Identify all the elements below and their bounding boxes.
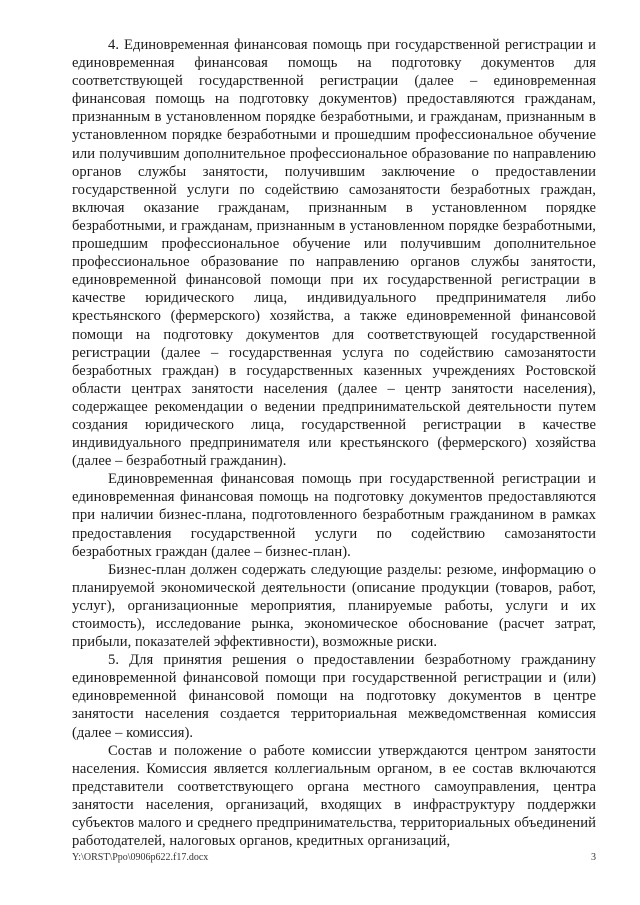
paragraph-commission-composition: Состав и положение о работе комиссии утверждаются центром занятости населения. Комиссия является коллегиальным органом, в ее состав включаются представители соответствующего органа местного самоуправления, центра занятости населения, организаций, входящих в инфраструктуру поддержки субъектов малого и среднего предпринимательства, территориальных объединений работодателей, налоговых органов, кредитных организаций, [72, 742, 596, 850]
footer-file-path: Y:\ORST\Ppo\0906p622.f17.docx [72, 852, 209, 863]
paragraph-business-plan-sections: Бизнес-план должен содержать следующие разделы: резюме, информацию о планируемой экономической деятельности (описание продукции (товаров, работ, услуг), организационные мероприятия, планируемые работы, услуги и их стоимость), исследование рынка, экономическое обоснование (расчет затрат, прибыли, показателей эффективности), возможные риски. [72, 561, 596, 651]
document-body [72, 36, 596, 850]
paragraph-item-5: 5. Для принятия решения о предоставлении безработному гражданину единовременной финансовой помощи при государственной регистрации и (или) единовременной финансовой помощи на подготовку документов в центре занятости населения создается территориальная межведомственная комиссия (далее – комиссия). [72, 652, 596, 741]
page-footer [72, 852, 596, 866]
footer-page-number: 3 [591, 852, 596, 863]
paragraph-business-plan-requirement: Единовременная финансовая помощь при государственной регистрации и единовременная финансовая помощь на подготовку документов предоставляются при наличии бизнес-плана, подготовленного безработным гражданином в рамках предоставления государственной услуги по содействию самозанятости безработных граждан (далее – бизнес-план). [72, 471, 596, 560]
paragraph-item-4: 4. Единовременная финансовая помощь при государственной регистрации и единовременная финансовая помощь на подготовку документов для соответствующей государственной регистрации (далее – единовременная финансовая помощь на подготовку документов) предоставляются гражданам, признанным в установленном порядке безработными, и гражданам, признанным в установленном порядке безработными и прошедшим профессиональное обучение или получившим дополнительное профессиональное образование по направлению органов службы занятости, получившим заключение о предоставлении государственной услуги по содействию самозанятости безработных граждан, включая оказание гражданам, признанным в установленном порядке безработными, и гражданам, признанным в установленном порядке безработными, прошедшим профессиональное обучение или получившим дополнительное профессиональное образование по направлению органов службы занятости, единовременной финансовой помощи при их государственной регистрации в качестве юридического лица, индивидуального предпринимателя либо крестьянского (фермерского) хозяйства, а также единовременной финансовой помощи на подготовку документов для соответствующей государственной регистрации (далее – государственная услуга по содействию самозанятости безработных граждан) в государственных казенных учреждениях Ростовской области центрах занятости населения (далее – центр занятости населения), содержащее рекомендации о ведении предпринимательской деятельности путем создания юридического лица, государственной регистрации в качестве индивидуального предпринимателя или крестьянского (фермерского) хозяйства (далее – безработный гражданин). [72, 37, 596, 470]
